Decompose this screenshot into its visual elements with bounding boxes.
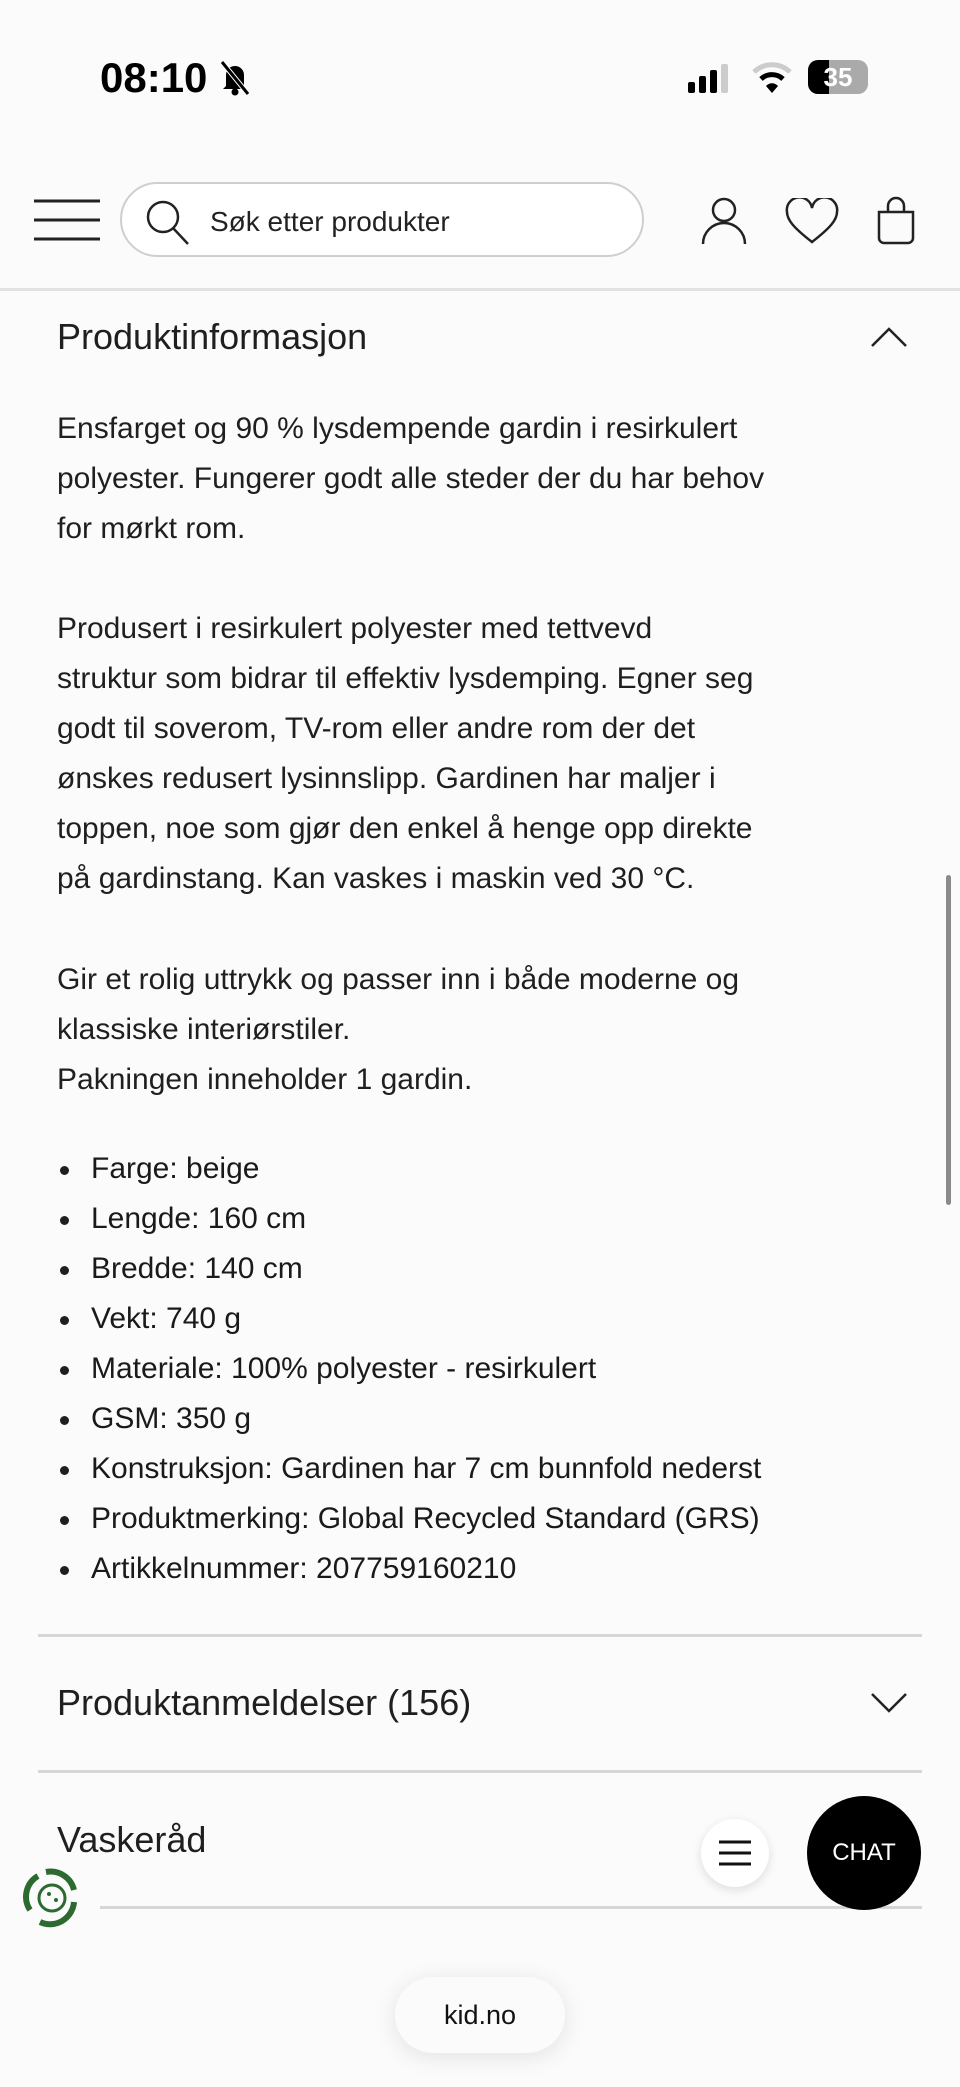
description-paragraph-2: Produsert i resirkulert polyester med tettvevd struktur som bidrar til effektiv lysdemping. Egner seg godt til soverom, TV-rom eller andre rom der det ønskes redusert lysinnslipp. Gardinen har maljer i toppen, noe som gjør den enkel å henge opp direkte på gardinstang. Kan vaskes i maskin ved 30 °C. — [57, 612, 754, 895]
reviews-section-heading[interactable]: Produktanmeldelser (156) — [57, 1682, 472, 1723]
description-paragraph-1: Ensfarget og 90 % lysdempende gardin i resirkulert polyester. Fungerer godt alle steder der du har behov for mørkt rom. — [57, 412, 765, 545]
cart-bag-icon[interactable] — [874, 196, 918, 246]
spec-item: Bredde: 140 cm — [57, 1244, 761, 1294]
spec-item: Konstruksjon: Gardinen har 7 cm bunnfold nederst — [57, 1444, 761, 1494]
menu-fab-button[interactable] — [701, 1819, 769, 1887]
spec-item: Artikkelnummer: 207759160210 — [57, 1544, 761, 1594]
spec-list — [57, 1144, 761, 1594]
spec-item: Vekt: 740 g — [57, 1294, 761, 1344]
wishlist-heart-icon[interactable] — [784, 198, 840, 246]
bell-muted-icon — [218, 58, 252, 96]
status-time: 08:10 — [100, 54, 208, 101]
wifi-icon — [752, 60, 792, 94]
spec-item: Materiale: 100% polyester - resirkulert — [57, 1344, 761, 1394]
header-divider — [0, 288, 960, 291]
list-menu-icon — [719, 1839, 751, 1867]
spec-item: Produktmerking: Global Recycled Standard (GRS) — [57, 1494, 761, 1544]
spec-item: GSM: 350 g — [57, 1394, 761, 1444]
menu-icon[interactable] — [34, 198, 102, 242]
description-paragraph-3: Gir et rolig uttrykk og passer inn i både moderne og klassiske interiørstiler. Pakningen inneholder 1 gardin. — [57, 963, 740, 1096]
chevron-down-icon[interactable] — [870, 1692, 908, 1714]
section-divider — [38, 1634, 922, 1637]
account-icon[interactable] — [700, 196, 748, 246]
search-input[interactable] — [120, 182, 644, 257]
chat-button[interactable]: CHAT — [807, 1796, 921, 1910]
product-info-heading[interactable]: Produktinformasjon — [57, 316, 368, 357]
chevron-up-icon[interactable] — [870, 326, 908, 348]
search-placeholder: Søk etter produkter — [210, 206, 450, 237]
battery-indicator: 35 — [808, 60, 868, 94]
signal-icon — [688, 62, 734, 94]
url-bar[interactable]: kid.no — [395, 1977, 565, 2053]
section-divider — [100, 1906, 922, 1909]
washing-section-heading[interactable]: Vaskeråd — [57, 1819, 207, 1860]
search-icon — [144, 198, 192, 246]
section-divider — [38, 1770, 922, 1773]
spec-item: Lengde: 160 cm — [57, 1194, 761, 1244]
recycle-badge-icon[interactable] — [16, 1862, 86, 1932]
spec-item: Farge: beige — [57, 1144, 761, 1194]
scrollbar[interactable] — [946, 875, 951, 1205]
